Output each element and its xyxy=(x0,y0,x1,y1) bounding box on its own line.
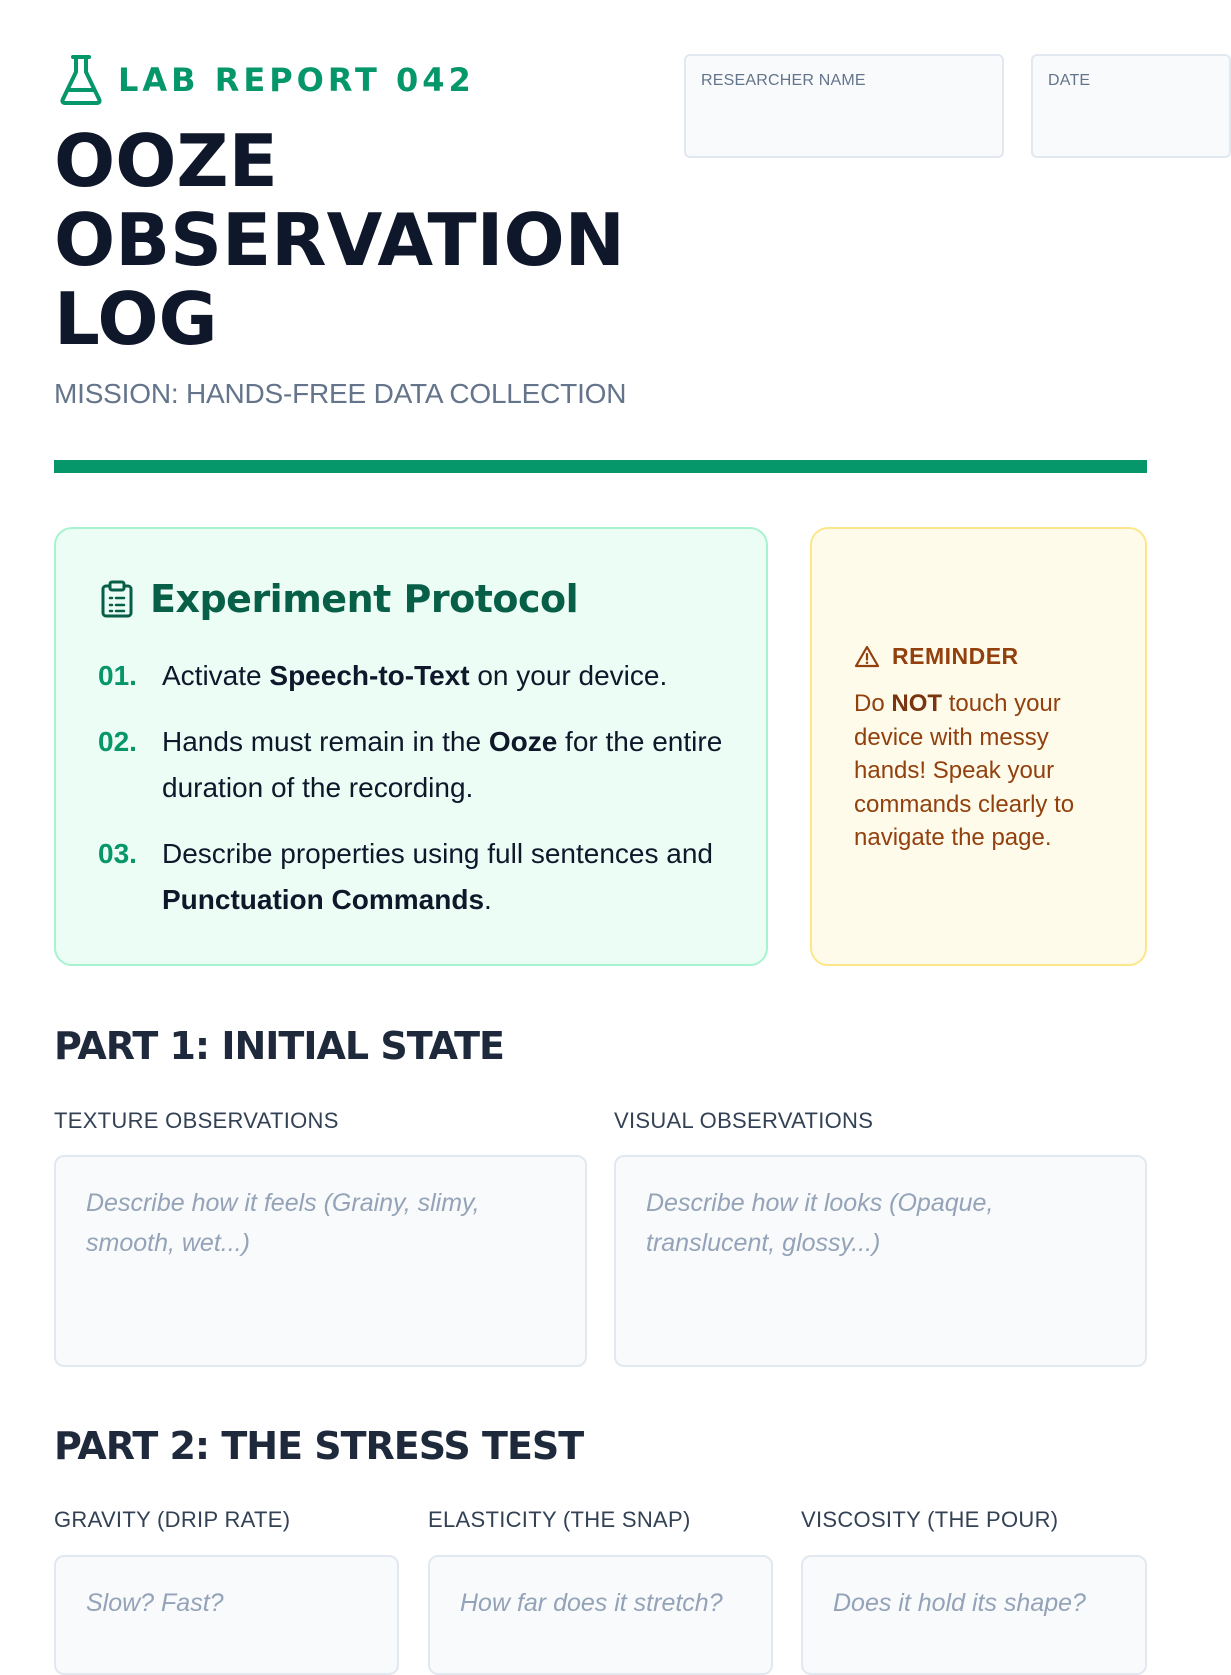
warning-icon xyxy=(854,644,880,670)
section-title-part-2: PART 2: THE STRESS TEST xyxy=(54,1424,584,1468)
protocol-header xyxy=(100,577,578,621)
viscosity-placeholder: Does it hold its shape? xyxy=(833,1589,1086,1617)
page-title-line: OBSERVATION xyxy=(54,198,625,282)
page-title xyxy=(54,119,694,361)
reminder-text: Do NOT touch your device with messy hands! Speak your commands clearly to navigate the page. xyxy=(854,690,1075,851)
reminder-title: REMINDER xyxy=(892,643,1019,669)
report-label: LAB REPORT 042 xyxy=(118,61,475,99)
reminder-emphasis: NOT xyxy=(891,690,943,717)
viscosity-label: VISCOSITY (THE POUR) xyxy=(801,1507,1059,1532)
clipboard-icon xyxy=(100,580,134,618)
page-title-line: LOG xyxy=(54,277,218,361)
date-label: DATE xyxy=(1048,72,1091,89)
page-title-line: OOZE xyxy=(54,119,278,203)
flask-icon xyxy=(58,54,104,106)
step-number: 01. xyxy=(98,660,137,691)
researcher-name-field[interactable] xyxy=(684,54,1004,158)
step-text: Hands must remain in the Ooze for the entire duration of the recording. xyxy=(162,726,723,803)
step-number: 03. xyxy=(98,838,137,869)
report-label-row xyxy=(58,52,475,108)
step-emphasis: Speech-to-Text xyxy=(269,660,470,691)
texture-observations-input[interactable] xyxy=(54,1155,587,1367)
protocol-steps xyxy=(98,653,738,943)
viscosity-input[interactable] xyxy=(801,1555,1147,1675)
step-emphasis: Punctuation Commands xyxy=(162,884,485,915)
researcher-name-label: RESEARCHER NAME xyxy=(701,72,866,89)
elasticity-input[interactable] xyxy=(428,1555,773,1675)
protocol-step xyxy=(98,831,738,923)
header-divider xyxy=(54,460,1147,473)
texture-label: TEXTURE OBSERVATIONS xyxy=(54,1108,339,1133)
visual-placeholder: Describe how it looks (Opaque, translucent, glossy...) xyxy=(646,1189,994,1257)
texture-placeholder: Describe how it feels (Grainy, slimy, smooth, wet...) xyxy=(86,1189,480,1257)
protocol-step xyxy=(98,719,738,811)
mission-subtitle: MISSION: HANDS-FREE DATA COLLECTION xyxy=(54,378,627,409)
step-text: Describe properties using full sentences and Punctuation Commands. xyxy=(162,838,713,915)
reminder-card xyxy=(810,527,1147,966)
visual-observations-input[interactable] xyxy=(614,1155,1147,1367)
elasticity-label: ELASTICITY (THE SNAP) xyxy=(428,1507,691,1532)
section-title-part-1: PART 1: INITIAL STATE xyxy=(54,1024,505,1068)
gravity-label: GRAVITY (DRIP RATE) xyxy=(54,1507,291,1532)
protocol-card xyxy=(54,527,768,966)
protocol-step xyxy=(98,653,738,699)
visual-label: VISUAL OBSERVATIONS xyxy=(614,1108,874,1133)
protocol-title: Experiment Protocol xyxy=(150,577,579,621)
gravity-input[interactable] xyxy=(54,1555,399,1675)
reminder-header xyxy=(854,643,1019,670)
step-text: Activate Speech-to-Text on your device. xyxy=(162,660,668,691)
date-field[interactable] xyxy=(1031,54,1231,158)
gravity-placeholder: Slow? Fast? xyxy=(86,1589,224,1617)
elasticity-placeholder: How far does it stretch? xyxy=(460,1589,723,1617)
step-emphasis: Ooze xyxy=(488,726,558,757)
step-number: 02. xyxy=(98,726,137,757)
